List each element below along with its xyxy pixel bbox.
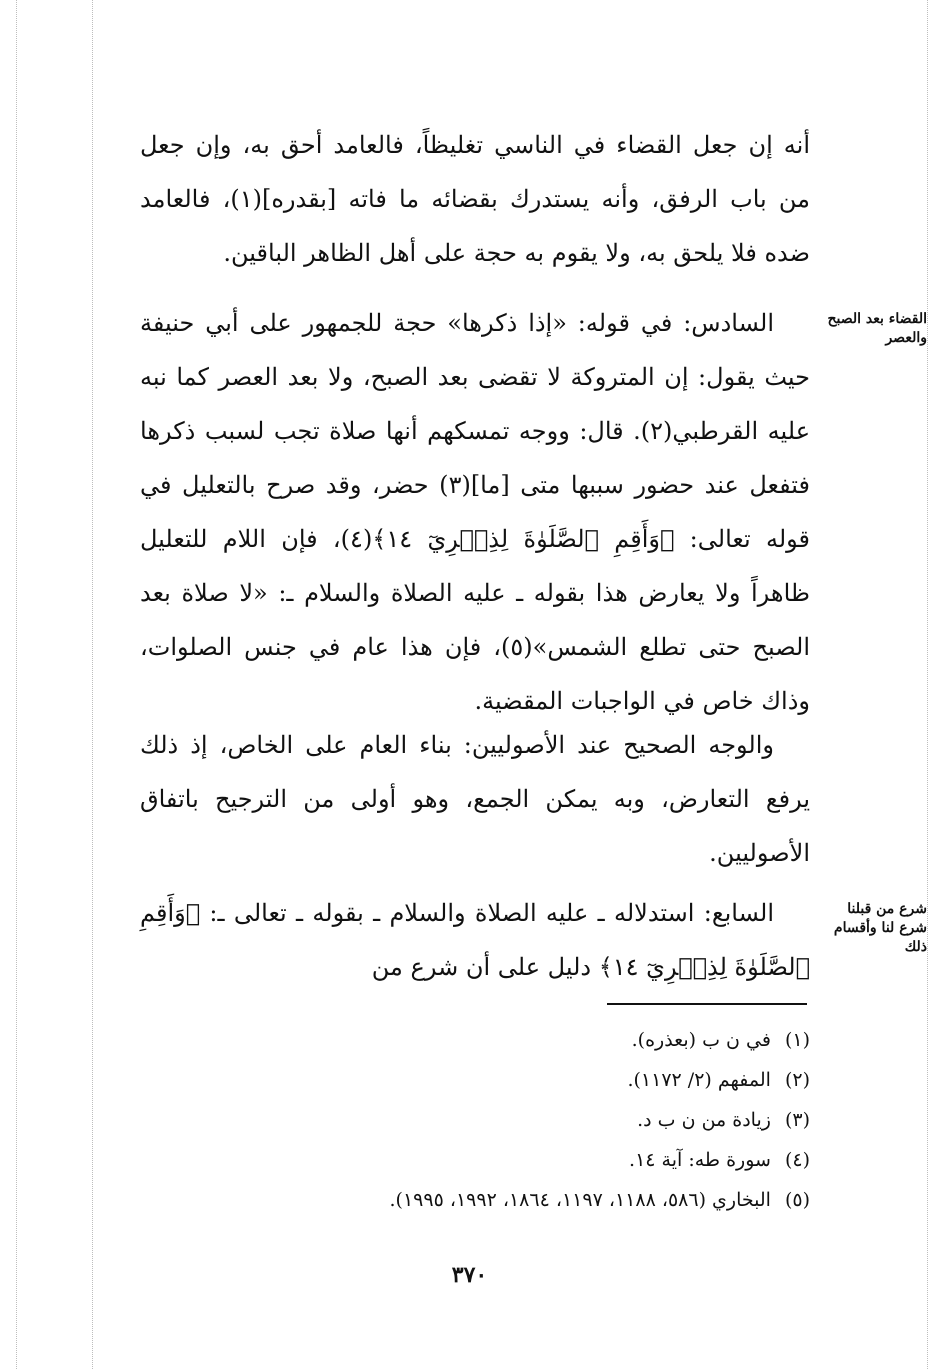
footnote-text: سورة طه: آية ١٤.	[629, 1149, 771, 1171]
body-paragraph-2	[140, 296, 810, 728]
scan-guide-line-right	[927, 0, 928, 1369]
margin-note-text: شرع من قبلنا شرع لنا وأقسام ذلك	[833, 901, 927, 955]
footnote-4	[140, 1140, 810, 1180]
scan-guide-line-left	[92, 0, 93, 1369]
footnote-3	[140, 1100, 810, 1140]
footnote-number: (٥)	[784, 1189, 810, 1211]
margin-note-previous-law	[823, 900, 927, 957]
body-paragraph-1	[140, 118, 810, 280]
footnote-separator	[607, 1003, 807, 1005]
paragraph-text: والوجه الصحيح عند الأصوليين: بناء العام على الخاص، إذ ذلك يرفع التعارض، وبه يمكن الجمع، وهو أولى من الترجيح باتفاق الأصوليين.	[140, 731, 810, 867]
footnote-number: (٣)	[784, 1109, 810, 1131]
paragraph-text: السادس: في قوله: «إذا ذكرها» حجة للجمهور على أبي حنيفة حيث يقول: إن المتروكة لا تقضى بعد الصبح، ولا بعد العصر كما نبه عليه القرطبي(٢). قال: ووجه تمسكهم أنها صلاة تجب لسبب ذكرها فتفعل عند حضور سببها متى [ما](٣) حضر، وقد صرح بالتعليل في قوله تعالى: ﴿وَأَقِمِ ٱلصَّلَوٰةَ لِذِكۡرِيٓ ١٤﴾(٤)، فإن اللام للتعليل ظاهراً ولا يعارض هذا بقوله ـ عليه الصلاة والسلام ـ: «لا صلاة بعد الصبح حتى تطلع الشمس»(٥)، فإن هذا عام في جنس الصلوات، وذاك خاص في الواجبات المقضية.	[140, 309, 811, 715]
page-number: ٣٧٠	[451, 1262, 488, 1288]
paragraph-text: السابع: استدلاله ـ عليه الصلاة والسلام ـ بقوله ـ تعالى ـ: ﴿وَأَقِمِ ٱلصَّلَوٰةَ لِذِكۡرِيٓ ١٤﴾ دليل على أن شرع من	[140, 899, 810, 981]
body-paragraph-4	[140, 886, 810, 994]
footnote-2	[140, 1060, 810, 1100]
footnote-1	[140, 1020, 810, 1060]
margin-note-text: القضاء بعد الصبح والعصر	[827, 311, 927, 346]
footnote-text: في ن ب (بعذره).	[631, 1029, 771, 1051]
footnote-number: (٢)	[784, 1069, 810, 1091]
footnote-5	[140, 1180, 810, 1220]
footnote-text: المفهم (٢/ ١١٧٢).	[627, 1069, 771, 1091]
footnotes	[140, 1020, 810, 1220]
footnote-text: زيادة من ن ب د.	[637, 1109, 771, 1131]
footnote-text: البخاري (٥٨٦، ١١٨٨، ١١٩٧، ١٨٦٤، ١٩٩٢، ١٩٩٥).	[389, 1189, 771, 1211]
margin-note-qada-after-fajr-asr	[823, 310, 927, 348]
scan-guide-line-far-left	[16, 0, 17, 1369]
footnote-number: (٤)	[784, 1149, 810, 1171]
paragraph-text: أنه إن جعل القضاء في الناسي تغليظاً، فالعامد أحق به، وإن جعل من باب الرفق، وأنه يستدرك بقضائه ما فاته [بقدره](١)، فالعامد ضده فلا يلحق به، ولا يقوم به حجة على أهل الظاهر الباقين.	[140, 131, 810, 267]
body-paragraph-3	[140, 718, 810, 880]
footnote-number: (١)	[784, 1029, 810, 1051]
